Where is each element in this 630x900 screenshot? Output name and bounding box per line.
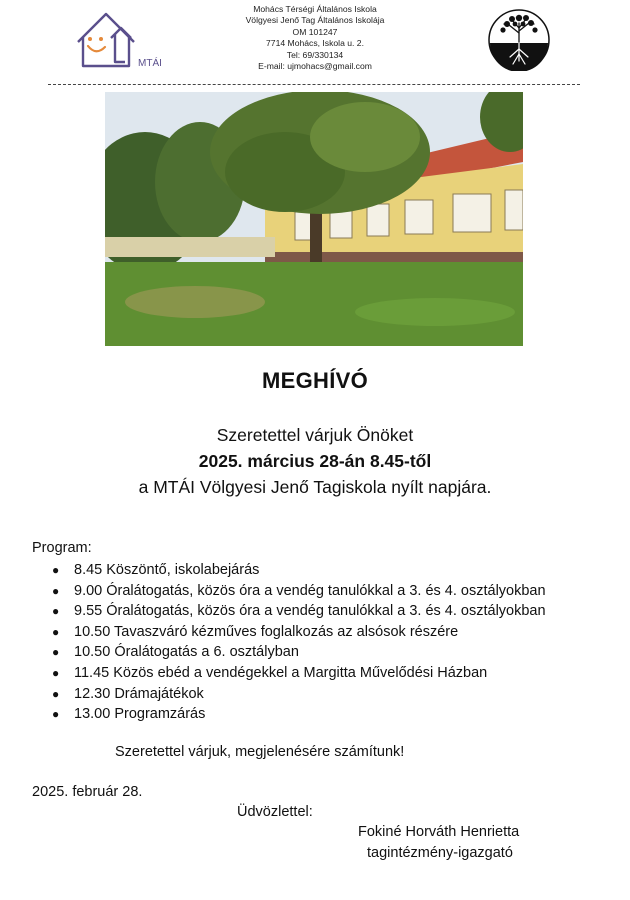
bullet-icon: ● [52,624,60,639]
school-address: 7714 Mohács, Iskola u. 2. [266,38,364,49]
school-subname: Völgyesi Jenő Tag Általános Iskolája [245,15,385,26]
program-item: ● 9.55 Óralátogatás, közös óra a vendég tanulókkal a 3. és 4. osztályokban [48,601,546,622]
school-address-block [175,4,455,72]
program-item: ● 11.45 Közös ebéd a vendégekkel a Margitta Művelődési Házban [48,663,546,684]
closing-line: Szeretettel várjuk, megjelenésére számítunk! [115,744,405,760]
event-description: a MTÁI Völgyesi Jenő Tagiskola nyílt napjára. [138,477,492,497]
event-date-time: 2025. március 28-án 8.45-től [198,451,432,471]
school-name: Mohács Térségi Általános Iskola [253,4,377,14]
program-label: Program: [32,540,92,556]
bullet-icon: ● [52,645,60,660]
tree-logo [488,9,550,71]
program-item: ● 12.30 Drámajátékok [48,684,546,705]
program-item: ● 8.45 Köszöntő, iskolabejárás [48,560,546,581]
invitation-title: MEGHÍVÓ [262,368,368,393]
bullet-icon: ● [52,665,60,680]
school-email: E-mail: ujmohacs@gmail.com [258,61,372,72]
welcome-line: Szeretettel várjuk Önöket [216,425,414,445]
school-building-photo [105,92,523,346]
signer-title: tagintézmény-igazgató [367,845,513,861]
header-divider [48,84,580,85]
program-list [48,560,546,725]
bullet-icon: ● [52,583,60,598]
letter-date: 2025. február 28. [32,784,143,800]
bullet-icon: ● [52,707,60,722]
program-item: ● 10.50 Óralátogatás a 6. osztályban [48,642,546,663]
greeting: Üdvözlettel: [237,804,313,820]
bullet-icon: ● [52,686,60,701]
school-logo [74,6,166,72]
logo-text: MTÁI [138,58,162,69]
school-om-number: OM 101247 [292,26,338,37]
bullet-icon: ● [52,563,60,577]
program-item: ● 9.00 Óralátogatás, közös óra a vendég tanulókkal a 3. és 4. osztályokban [48,581,546,602]
signer-name: Fokiné Horváth Henrietta [358,824,520,840]
program-item: ● 10.50 Tavaszváró kézműves foglalkozás az alsósok részére [48,622,546,643]
bullet-icon: ● [52,604,60,619]
program-item: ● 13.00 Programzárás [48,704,546,725]
school-phone: Tel: 69/330134 [286,49,344,60]
